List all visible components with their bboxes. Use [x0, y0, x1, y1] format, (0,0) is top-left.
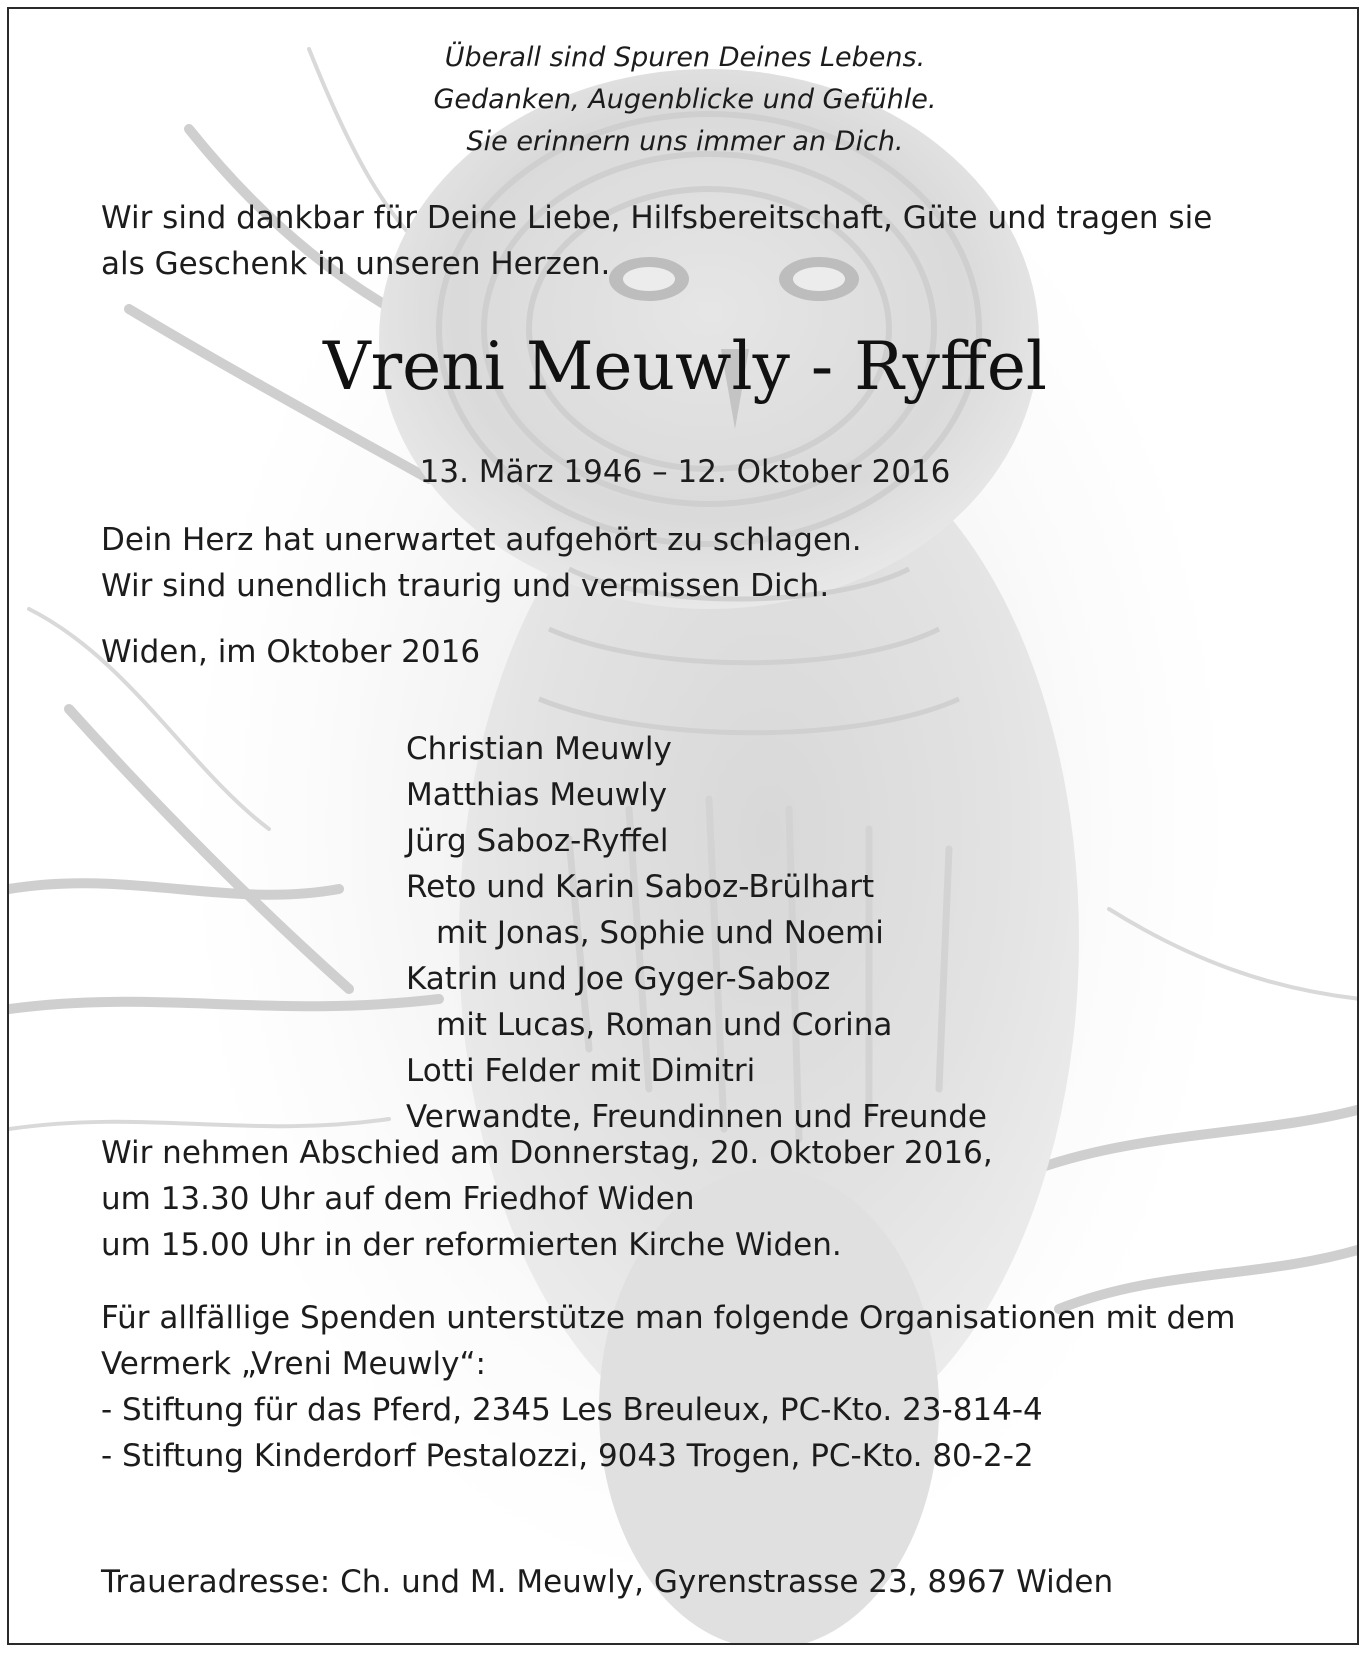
mourner-entry: Christian Meuwly	[406, 731, 672, 767]
heart-line: Wir sind unendlich traurig und vermissen Dich.	[101, 568, 830, 604]
farewell-line: Wir nehmen Abschied am Donnerstag, 20. Oktober 2016,	[101, 1135, 993, 1171]
donations-line: Vermerk „Vreni Meuwly“:	[101, 1346, 487, 1382]
place-date: Widen, im Oktober 2016	[101, 634, 481, 670]
mourner-entry-children: mit Lucas, Roman und Corina	[436, 1007, 893, 1043]
farewell-line: um 15.00 Uhr in der reformierten Kirche Widen.	[101, 1227, 842, 1263]
donations-line: - Stiftung für das Pferd, 2345 Les Breuleux, PC-Kto. 23-814-4	[101, 1392, 1043, 1428]
mourner-entry: Reto und Karin Saboz-Brülhart	[406, 869, 875, 905]
mourner-entry: Verwandte, Freundinnen und Freunde	[406, 1099, 987, 1135]
donations-paragraph	[101, 1295, 1235, 1479]
poem-block	[9, 37, 1359, 163]
farewell-line: um 13.30 Uhr auf dem Friedhof Widen	[101, 1181, 695, 1217]
donations-line: - Stiftung Kinderdorf Pestalozzi, 9043 Trogen, PC-Kto. 80-2-2	[101, 1438, 1034, 1474]
obituary-content	[9, 9, 1359, 1645]
poem-line: Überall sind Spuren Deines Lebens.	[444, 42, 926, 73]
mourner-entry: Lotti Felder mit Dimitri	[406, 1053, 756, 1089]
gratitude-line: als Geschenk in unseren Herzen.	[101, 246, 611, 282]
mourner-entry: Matthias Meuwly	[406, 777, 668, 813]
mourner-entry: Jürg Saboz-Ryffel	[406, 823, 669, 859]
life-dates: 13. März 1946 – 12. Oktober 2016	[419, 454, 951, 490]
poem-line: Sie erinnern uns immer an Dich.	[466, 126, 904, 157]
heart-line: Dein Herz hat unerwartet aufgehört zu schlagen.	[101, 522, 862, 558]
obituary-frame	[7, 7, 1359, 1645]
farewell-paragraph	[101, 1130, 993, 1268]
deceased-name: Vreni Meuwly - Ryffel	[322, 328, 1048, 405]
mourner-entry: Katrin und Joe Gyger-Saboz	[406, 961, 831, 997]
gratitude-paragraph	[101, 195, 1212, 287]
heart-paragraph	[101, 517, 862, 609]
mourner-entry-children: mit Jonas, Sophie und Noemi	[436, 915, 884, 951]
mourners-list	[406, 726, 987, 1140]
mourning-address: Traueradresse: Ch. und M. Meuwly, Gyrenstrasse 23, 8967 Widen	[101, 1564, 1114, 1600]
donations-line: Für allfällige Spenden unterstütze man folgende Organisationen mit dem	[101, 1300, 1236, 1336]
gratitude-line: Wir sind dankbar für Deine Liebe, Hilfsbereitschaft, Güte und tragen sie	[101, 200, 1213, 236]
poem-line: Gedanken, Augenblicke und Gefühle.	[433, 84, 937, 115]
